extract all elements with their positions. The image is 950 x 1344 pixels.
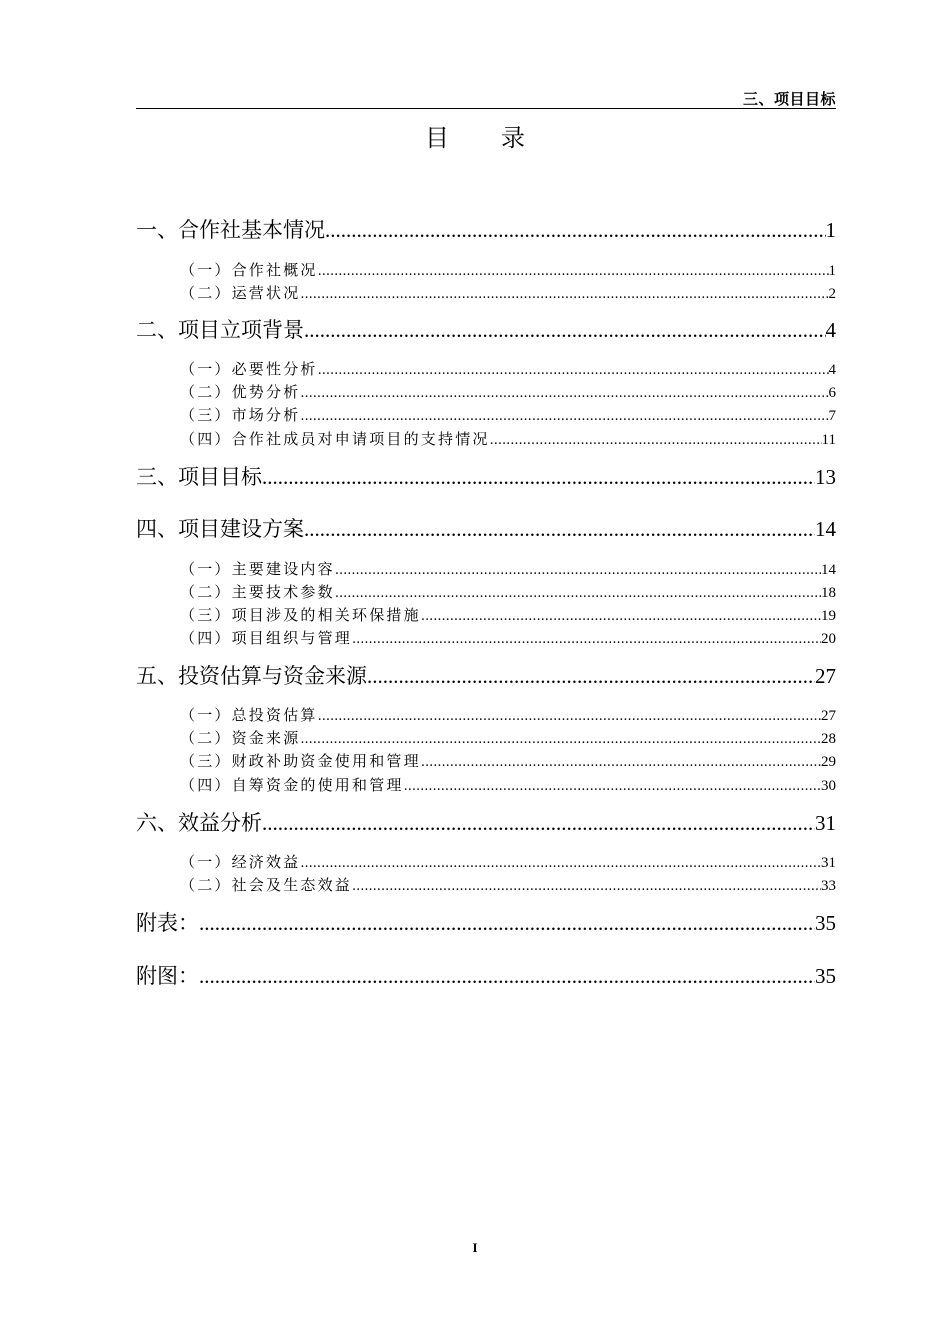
toc-entry[interactable] bbox=[180, 774, 836, 795]
toc-entry-page: 35 bbox=[815, 964, 836, 988]
toc-entry[interactable] bbox=[180, 851, 836, 872]
toc-entry-label: （二）优势分析 bbox=[180, 383, 301, 401]
toc-leader bbox=[262, 811, 815, 836]
page-number: I bbox=[472, 1240, 478, 1255]
toc-leader bbox=[490, 433, 822, 448]
toc-entry-page: 19 bbox=[821, 608, 836, 624]
toc-entry-page: 2 bbox=[828, 286, 836, 302]
toc-leader bbox=[404, 779, 821, 794]
toc-entry[interactable] bbox=[180, 282, 836, 303]
toc-entry[interactable] bbox=[136, 214, 836, 244]
toc-entry-page: 20 bbox=[821, 631, 836, 647]
toc-leader bbox=[300, 287, 828, 302]
header-divider bbox=[136, 108, 836, 109]
toc-entry-label: （三）财政补助资金使用和管理 bbox=[180, 752, 421, 770]
toc-entry-page: 1 bbox=[825, 218, 836, 242]
toc-entry-page: 4 bbox=[828, 362, 836, 378]
toc-entry-page: 13 bbox=[815, 465, 836, 489]
toc-entry[interactable] bbox=[180, 874, 836, 895]
toc-entry-label: 四、项目建设方案 bbox=[136, 517, 304, 541]
page-title: 目录 bbox=[425, 124, 577, 152]
toc-leader bbox=[352, 879, 821, 894]
toc-entry-label: 三、项目目标 bbox=[136, 465, 262, 489]
toc-leader bbox=[300, 732, 821, 747]
toc-entry-label: 一、合作社基本情况 bbox=[136, 218, 325, 242]
toc-entry-label: 二、项目立项背景 bbox=[136, 318, 304, 342]
toc-entry[interactable] bbox=[180, 627, 836, 648]
toc-entry-page: 4 bbox=[825, 318, 836, 342]
toc-leader bbox=[318, 363, 829, 378]
toc-leader bbox=[367, 664, 815, 689]
toc-entry-page: 7 bbox=[828, 408, 836, 424]
toc-entry-label: （四）自筹资金的使用和管理 bbox=[180, 776, 404, 794]
toc-leader bbox=[300, 409, 828, 424]
toc-entry[interactable] bbox=[136, 513, 836, 543]
toc-entry-label: （二）主要技术参数 bbox=[180, 583, 335, 601]
toc-entry[interactable] bbox=[180, 259, 836, 280]
toc-leader bbox=[352, 632, 821, 647]
toc-entry-page: 27 bbox=[815, 664, 836, 688]
toc-entry[interactable] bbox=[180, 404, 836, 425]
toc-entry-page: 29 bbox=[821, 754, 836, 770]
toc-entry-page: 14 bbox=[815, 517, 836, 541]
toc-entry[interactable] bbox=[136, 314, 836, 344]
toc-leader bbox=[304, 517, 815, 542]
toc-entry-label: （三）项目涉及的相关环保措施 bbox=[180, 606, 421, 624]
toc-entry[interactable] bbox=[180, 558, 836, 579]
toc-entry-label: 附图： bbox=[136, 964, 199, 988]
toc-entry-label: （一）总投资估算 bbox=[180, 706, 318, 724]
toc-entry[interactable] bbox=[180, 750, 836, 771]
toc-leader bbox=[335, 586, 821, 601]
toc-entry[interactable] bbox=[180, 358, 836, 379]
toc-entry-label: 六、效益分析 bbox=[136, 811, 262, 835]
toc-entry-label: （三）市场分析 bbox=[180, 406, 301, 424]
toc-entry[interactable] bbox=[180, 727, 836, 748]
toc-entry[interactable] bbox=[180, 428, 836, 449]
toc-leader bbox=[325, 218, 826, 243]
toc-entry[interactable] bbox=[136, 660, 836, 690]
toc-entry-page: 30 bbox=[821, 778, 836, 794]
toc-entry-label: （一）必要性分析 bbox=[180, 360, 318, 378]
toc-entry[interactable] bbox=[136, 461, 836, 491]
toc-leader bbox=[318, 709, 821, 724]
toc-entry[interactable] bbox=[136, 960, 836, 990]
toc-entry[interactable] bbox=[136, 907, 836, 937]
toc-entry[interactable] bbox=[180, 581, 836, 602]
toc-entry-page: 1 bbox=[828, 263, 836, 279]
toc-entry-label: 附表： bbox=[136, 911, 199, 935]
toc-entry-page: 18 bbox=[821, 585, 836, 601]
toc-entry-label: （一）合作社概况 bbox=[180, 261, 318, 279]
toc-entry[interactable] bbox=[180, 604, 836, 625]
toc-entry-label: （二）资金来源 bbox=[180, 729, 301, 747]
toc-entry[interactable] bbox=[180, 381, 836, 402]
toc-entry-page: 28 bbox=[821, 731, 836, 747]
toc-leader bbox=[318, 264, 829, 279]
running-header: 三、项目目标 bbox=[742, 90, 836, 108]
toc-entry[interactable] bbox=[136, 807, 836, 837]
toc-entry-page: 11 bbox=[821, 432, 836, 448]
toc-entry-label: （一）主要建设内容 bbox=[180, 560, 335, 578]
toc-leader bbox=[304, 318, 826, 343]
toc-leader bbox=[421, 609, 821, 624]
toc-leader bbox=[199, 964, 815, 989]
toc-entry-page: 31 bbox=[821, 855, 836, 871]
toc-leader bbox=[335, 563, 821, 578]
toc-entry-label: （四）合作社成员对申请项目的支持情况 bbox=[180, 430, 490, 448]
toc-leader bbox=[300, 856, 821, 871]
toc-entry-label: （二）社会及生态效益 bbox=[180, 876, 353, 894]
toc-entry-page: 6 bbox=[828, 385, 836, 401]
toc-entry-page: 33 bbox=[821, 878, 836, 894]
toc-entry-label: 五、投资估算与资金来源 bbox=[136, 664, 367, 688]
toc-leader bbox=[199, 911, 815, 936]
toc-entry-page: 27 bbox=[821, 708, 836, 724]
toc-entry-label: （一）经济效益 bbox=[180, 853, 301, 871]
toc-leader bbox=[300, 386, 828, 401]
toc-entry-label: （二）运营状况 bbox=[180, 284, 301, 302]
toc-leader bbox=[262, 465, 815, 490]
toc-entry-page: 31 bbox=[815, 811, 836, 835]
toc-leader bbox=[421, 755, 821, 770]
toc-entry-page: 14 bbox=[821, 562, 836, 578]
toc-entry-label: （四）项目组织与管理 bbox=[180, 629, 353, 647]
toc-entry-page: 35 bbox=[815, 911, 836, 935]
toc-entry[interactable] bbox=[180, 704, 836, 725]
